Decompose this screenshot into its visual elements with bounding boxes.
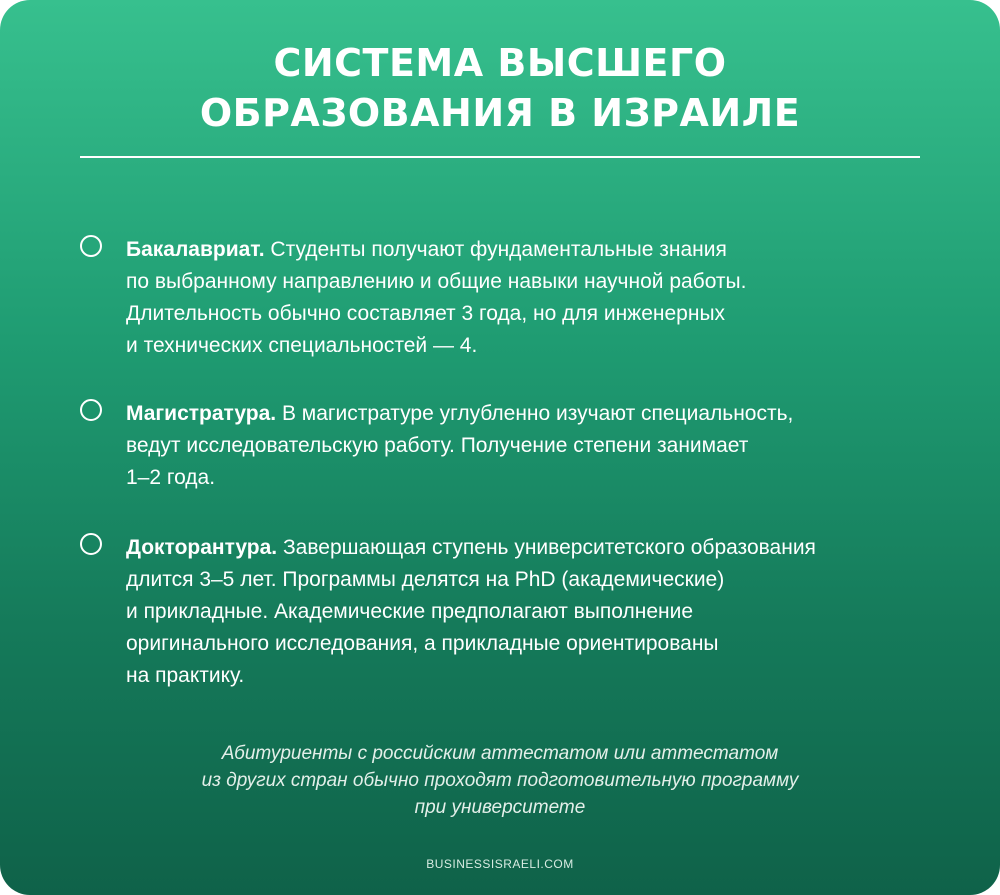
item-line-text: В магистратуре углубленно изучают специальность, bbox=[276, 402, 794, 425]
footnote bbox=[0, 740, 1000, 821]
item-line-text: Завершающая ступень университетского образования bbox=[277, 536, 816, 559]
title-line-1: СИСТЕМА ВЫСШЕГО bbox=[273, 41, 727, 85]
title-divider bbox=[80, 156, 920, 158]
item-text bbox=[126, 234, 966, 362]
circle-bullet-icon bbox=[80, 533, 102, 555]
item-text bbox=[126, 398, 966, 494]
item-line bbox=[126, 234, 966, 266]
item-heading: Магистратура. bbox=[126, 402, 277, 425]
item-line: ведут исследовательскую работу. Получение степени занимает bbox=[126, 434, 749, 457]
footnote-line: из других стран обычно проходят подготовительную программу bbox=[201, 770, 799, 791]
item-line-text: Студенты получают фундаментальные знания bbox=[264, 238, 727, 261]
item-line: и технических специальностей — 4. bbox=[126, 334, 478, 357]
title-line-2: ОБРАЗОВАНИЯ В ИЗРАИЛЕ bbox=[199, 91, 801, 135]
item-line: 1–2 года. bbox=[126, 466, 216, 489]
item-line: оригинального исследования, а прикладные ориентированы bbox=[126, 632, 719, 655]
item-text bbox=[126, 532, 966, 692]
item-line: Длительность обычно составляет 3 года, но для инженерных bbox=[126, 302, 726, 325]
item-line: и прикладные. Академические предполагают выполнение bbox=[126, 600, 694, 623]
item-line: длится 3–5 лет. Программы делятся на PhD (академические) bbox=[126, 568, 725, 591]
circle-bullet-icon bbox=[80, 399, 102, 421]
item-heading: Докторантура. bbox=[126, 536, 278, 559]
item-line: на практику. bbox=[126, 664, 245, 687]
item-line: по выбранному направлению и общие навыки научной работы. bbox=[126, 270, 747, 293]
footnote-line: при университете bbox=[414, 797, 586, 818]
footnote-line: Абитуриенты с российским аттестатом или аттестатом bbox=[221, 743, 779, 764]
item-line bbox=[126, 398, 966, 430]
page-title bbox=[0, 38, 1000, 138]
item-heading: Бакалавриат. bbox=[126, 238, 265, 261]
circle-bullet-icon bbox=[80, 235, 102, 257]
source-credit: BUSINESSISRAELI.COM bbox=[426, 857, 574, 871]
item-line bbox=[126, 532, 966, 564]
